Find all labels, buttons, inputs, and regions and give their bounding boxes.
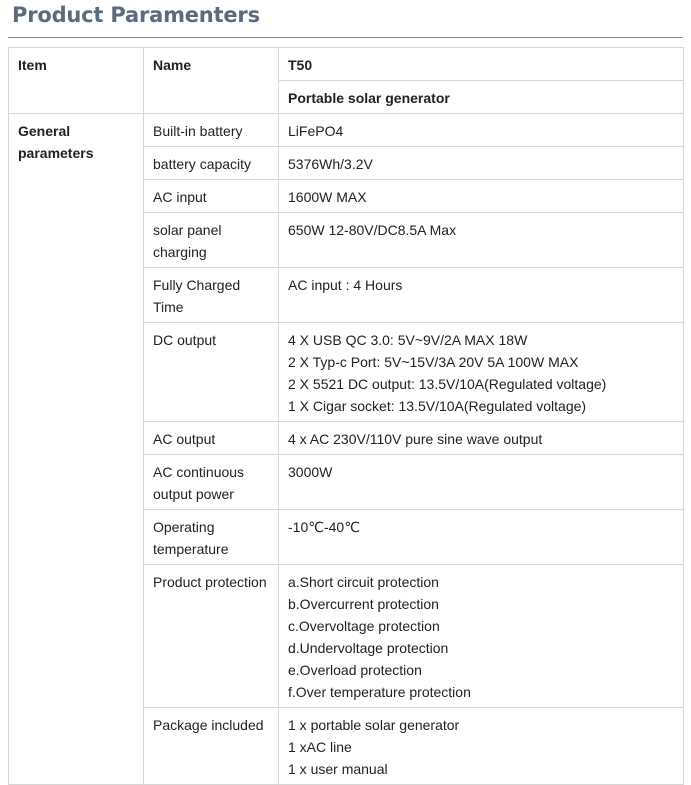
param-name-cell: Fully Charged Time — [144, 268, 279, 323]
header-model-cell: T50 — [279, 48, 684, 81]
param-value-cell — [279, 147, 684, 180]
param-value-line: 5376Wh/3.2V — [288, 156, 373, 172]
param-value-line: e.Overload protection — [288, 662, 422, 678]
param-value-line: b.Overcurrent protection — [288, 596, 439, 612]
page-title: Product Paramenters — [12, 3, 260, 27]
table-header-row-1 — [9, 48, 684, 81]
param-value-line: 2 X 5521 DC output: 13.5V/10A(Regulated voltage) — [288, 376, 607, 392]
header-name-cell: Name — [144, 48, 279, 114]
param-value-line: AC input : 4 Hours — [288, 277, 403, 293]
param-value-line: 4 X USB QC 3.0: 5V~9V/2A MAX 18W — [288, 332, 528, 348]
header-item-cell: Item — [9, 48, 144, 114]
param-value-line: 650W 12-80V/DC8.5A Max — [288, 222, 457, 238]
product-parameters-table — [8, 47, 684, 785]
param-value-cell — [279, 510, 684, 565]
param-value-cell — [279, 268, 684, 323]
param-value-line: 1 X Cigar socket: 13.5V/10A(Regulated voltage) — [288, 398, 587, 414]
param-value-line: 3000W — [288, 464, 333, 480]
param-value-line: 1 x user manual — [288, 761, 388, 777]
param-value-cell — [279, 180, 684, 213]
param-value-cell — [279, 708, 684, 785]
param-value-line: d.Undervoltage protection — [288, 640, 449, 656]
param-value-cell — [279, 565, 684, 708]
param-value-line: 2 X Typ-c Port: 5V~15V/3A 20V 5A 100W MAX — [288, 354, 579, 370]
param-name-cell: DC output — [144, 323, 279, 422]
param-name-cell: AC output — [144, 422, 279, 455]
header-product-cell: Portable solar generator — [279, 81, 684, 114]
param-value-cell — [279, 455, 684, 510]
param-name-cell: Operating temperature — [144, 510, 279, 565]
param-value-line: LiFePO4 — [288, 123, 344, 139]
param-name-cell: Package included — [144, 708, 279, 785]
param-value-line: 1600W MAX — [288, 189, 367, 205]
param-value-line: a.Short circuit protection — [288, 574, 439, 590]
param-name-cell: AC input — [144, 180, 279, 213]
param-name-cell: AC continuous output power — [144, 455, 279, 510]
title-divider — [8, 37, 683, 38]
param-name-cell: solar panel charging — [144, 213, 279, 268]
param-value-line: 1 xAC line — [288, 739, 352, 755]
table-row — [9, 114, 684, 147]
param-value-cell — [279, 422, 684, 455]
param-value-line: 1 x portable solar generator — [288, 717, 460, 733]
param-value-line: f.Over temperature protection — [288, 684, 471, 700]
param-name-cell: battery capacity — [144, 147, 279, 180]
param-value-cell — [279, 114, 684, 147]
param-value-line: 4 x AC 230V/110V pure sine wave output — [288, 431, 543, 447]
section-label-cell: General parameters — [9, 114, 144, 785]
param-name-cell: Product protection — [144, 565, 279, 708]
param-value-cell — [279, 323, 684, 422]
param-name-cell: Built-in battery — [144, 114, 279, 147]
param-value-line: c.Overvoltage protection — [288, 618, 440, 634]
param-value-line: -10℃-40℃ — [288, 519, 360, 535]
param-value-cell — [279, 213, 684, 268]
